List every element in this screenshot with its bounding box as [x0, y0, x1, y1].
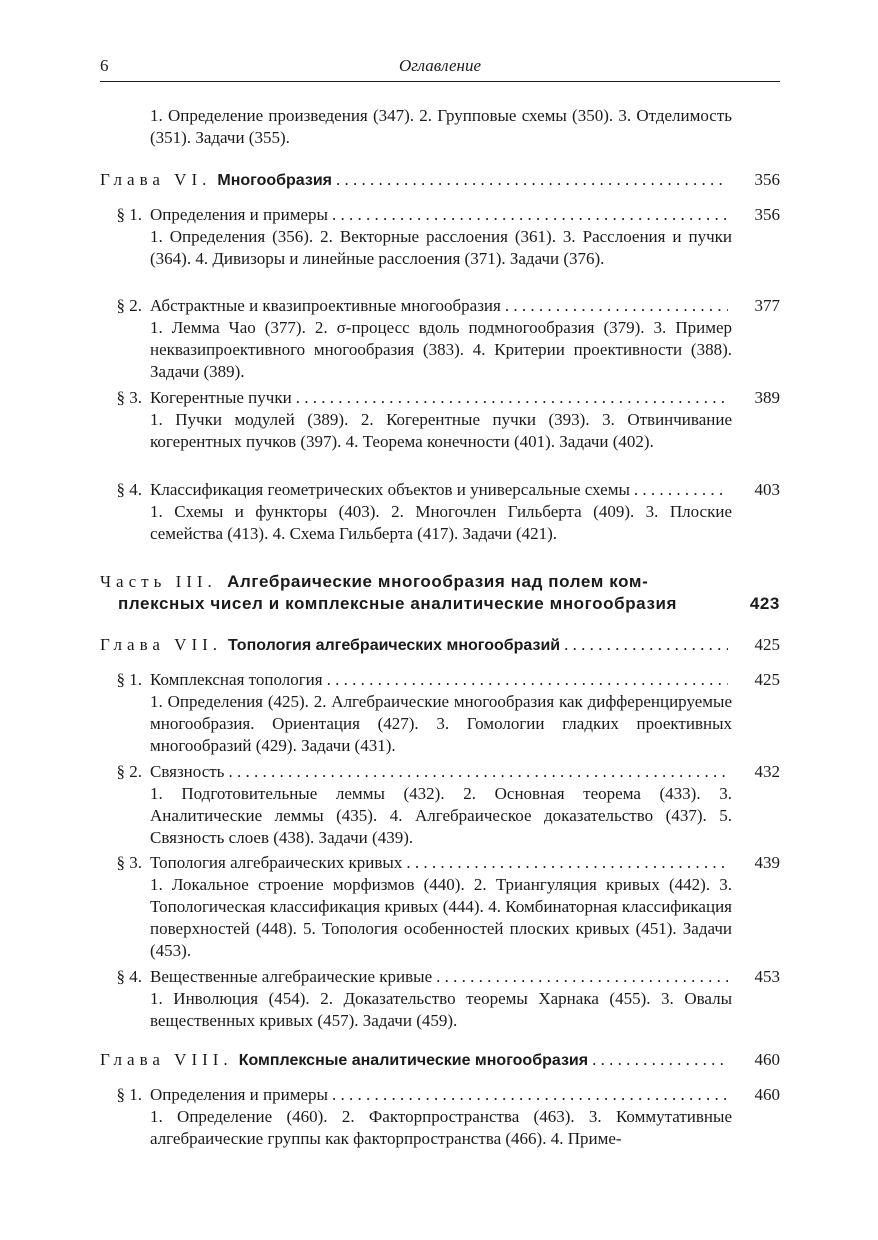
section-page: 356 [754, 205, 780, 224]
leader-dots [592, 1049, 728, 1071]
section-title: Определения и примеры [150, 205, 328, 224]
ch6-section-3-line[interactable] [100, 387, 780, 409]
part-3-title-line-1: Алгебраические многообразия над полем ком- [227, 572, 649, 591]
section-title: Комплексная топология [150, 670, 323, 689]
chapter-6-title: Многообразия [217, 172, 333, 189]
ch6-section-1-line[interactable] [100, 204, 780, 226]
intro-desc: 1. Определение произведения (347). 2. Групповые схемы (350). 3. Отделимость (351). Задачи (355). [150, 106, 732, 147]
chapter-8-line[interactable] [100, 1049, 780, 1072]
part-3-label: Часть III. [100, 572, 217, 591]
chapter-8-title: Комплексные аналитические многообразия [238, 1052, 589, 1069]
section-page: 432 [754, 762, 780, 781]
section-number: § 1. [116, 205, 142, 224]
chapter-7-page: 425 [754, 635, 780, 654]
chapter-7-title: Топология алгебраических многообразий [228, 637, 561, 654]
section-number: § 4. [116, 480, 142, 499]
ch6-section-4-desc: 1. Схемы и функторы (403). 2. Многочлен Гильберта (409). 3. Плоские семейства (413). 4. Схема Гильберта (417). Задачи (421). [150, 502, 732, 543]
ch7-section-2-desc: 1. Подготовительные леммы (432). 2. Основная теорема (433). 3. Аналитические леммы (435). 4. Алгебраическое доказательство (437). 5. Связность слоев (438). Задачи (439). [150, 784, 732, 847]
leader-dots [296, 387, 728, 409]
chapter-6-line[interactable] [100, 169, 780, 192]
section-number: § 3. [116, 388, 142, 407]
part-3-line-2[interactable] [118, 593, 780, 615]
part-3-title-line-2: плексных чисел и комплексные аналитические многообразия [118, 594, 678, 613]
ch7-section-3-desc: 1. Локальное строение морфизмов (440). 2. Триангуляция кривых (442). 3. Топологическая классификация кривых (444). 4. Комбинаторная классификация поверхностей (448). 5. Топология особенностей плоских кривых (451). Задачи (453). [150, 875, 732, 960]
leader-dots [634, 479, 728, 501]
section-page: 389 [754, 388, 780, 407]
section-title: Определения и примеры [150, 1085, 328, 1104]
section-page: 453 [754, 967, 780, 986]
leader-dots [406, 852, 728, 874]
chapter-6-page: 356 [754, 170, 780, 189]
section-page: 377 [754, 296, 780, 315]
ch6-section-3-desc: 1. Пучки модулей (389). 2. Когерентные пучки (393). 3. Отвинчивание когерентных пучков (397). 4. Теорема конечности (401). Задачи (402). [150, 410, 732, 451]
section-title: Вещественные алгебраические кривые [150, 967, 433, 986]
section-title: Когерентные пучки [150, 388, 292, 407]
ch7-section-3-line[interactable] [100, 852, 780, 874]
leader-dots [336, 169, 728, 191]
section-page: 403 [754, 480, 780, 499]
section-page: 439 [754, 853, 780, 872]
section-number: § 1. [116, 1085, 142, 1104]
leader-dots [332, 204, 728, 226]
leader-dots [505, 295, 728, 317]
ch8-section-1-line[interactable] [100, 1084, 780, 1106]
section-page: 425 [754, 670, 780, 689]
chapter-6-label: Глава VI. [100, 170, 212, 189]
running-head: Оглавление [398, 56, 482, 75]
chapter-7-line[interactable] [100, 634, 780, 657]
chapter-8-page: 460 [754, 1050, 780, 1069]
page-number: 6 [100, 56, 109, 75]
ch6-section-2-line[interactable] [100, 295, 780, 317]
section-number: § 2. [116, 762, 142, 781]
leader-dots [228, 761, 728, 783]
section-number: § 3. [116, 853, 142, 872]
chapter-7-label: Глава VII. [100, 635, 223, 654]
section-title: Топология алгебраических кривых [150, 853, 403, 872]
ch7-section-1-desc: 1. Определения (425). 2. Алгебраические многообразия как дифференцируемые многообразия. Ориентация (427). 3. Гомологии гладких проективных многообразий (429). Задачи (431). [150, 692, 732, 755]
section-title: Абстрактные и квазипроективные многообразия [150, 296, 501, 315]
ch7-section-4-line[interactable] [100, 966, 780, 988]
ch6-section-2-desc: 1. Лемма Чао (377). 2. σ-процесс вдоль подмногообразия (379). 3. Пример неквазипроективного многообразия (383). 4. Критерии проективности (388). Задачи (389). [150, 318, 732, 381]
leader-dots [327, 669, 728, 691]
chapter-8-label: Глава VIII. [100, 1050, 233, 1069]
ch7-section-1-line[interactable] [100, 669, 780, 691]
section-number: § 1. [116, 670, 142, 689]
ch6-section-4-line[interactable] [100, 479, 780, 501]
section-number: § 4. [116, 967, 142, 986]
ch7-section-4-desc: 1. Инволюция (454). 2. Доказательство теоремы Харнака (455). 3. Овалы вещественных кривых (457). Задачи (459). [150, 989, 732, 1030]
ch6-section-1-desc: 1. Определения (356). 2. Векторные расслоения (361). 3. Расслоения и пучки (364). 4. Дивизоры и линейные расслоения (371). Задачи (376). [150, 227, 732, 268]
leader-dots [564, 634, 728, 656]
ch8-section-1-desc: 1. Определение (460). 2. Факторпространства (463). 3. Коммутативные алгебраические группы как факторпространства (466). 4. Приме- [150, 1107, 732, 1148]
leader-dots [436, 966, 728, 988]
section-title: Связность [150, 762, 225, 781]
ch7-section-2-line[interactable] [100, 761, 780, 783]
section-page: 460 [754, 1085, 780, 1104]
part-3-line-1[interactable] [100, 571, 648, 593]
section-number: § 2. [116, 296, 142, 315]
section-title: Классификация геометрических объектов и универсальные схемы [150, 480, 630, 499]
leader-dots [332, 1084, 728, 1106]
part-3-page: 423 [749, 594, 780, 613]
header-rule [100, 81, 780, 82]
